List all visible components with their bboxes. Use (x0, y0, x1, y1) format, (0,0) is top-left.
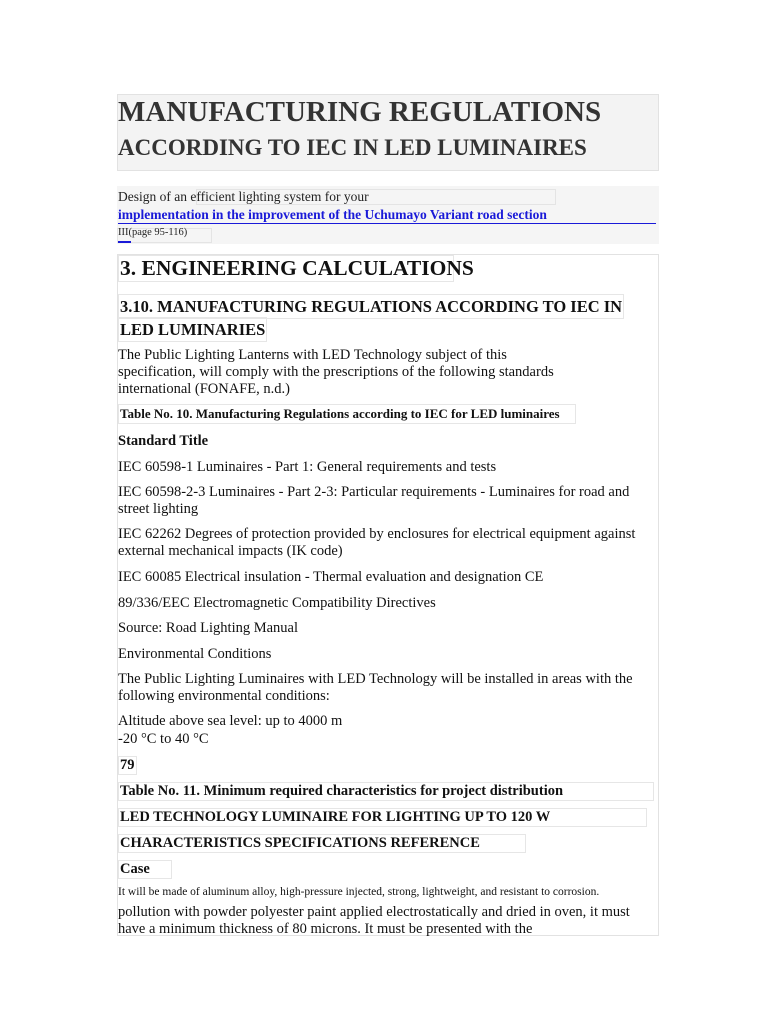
table-10-caption: Table No. 10. Manufacturing Regulations according to IEC for LED luminaires (118, 404, 576, 424)
page-number: 79 (120, 757, 135, 773)
subsection-heading-line2: LED LUMINARIES (118, 317, 267, 342)
intro-paragraph: The Public Lighting Lanterns with LED Technology subject of this specification, will comply with the prescriptions of the following standards international (FONAFE, n.d.) (118, 347, 554, 397)
standard-item: IEC 62262 Degrees of protection provided by enclosures for electrical equipment against external mechanical impacts (IK code) (118, 526, 636, 559)
standard-item: IEC 60085 Electrical insulation - Thermal evaluation and designation CE (118, 569, 544, 585)
characteristics-heading: CHARACTERISTICS SPECIFICATIONS REFERENCE (118, 834, 526, 853)
table-11-caption: Table No. 11. Minimum required characteristics for project distribution (118, 782, 654, 801)
case-label: Case (118, 860, 172, 879)
temperature-line: -20 °C to 40 °C (118, 731, 209, 747)
luminaire-heading: LED TECHNOLOGY LUMINAIRE FOR LIGHTING UP TO 120 W (118, 808, 647, 827)
document-title: MANUFACTURING REGULATIONS (118, 96, 602, 128)
subsection-heading-line1: 3.10. MANUFACTURING REGULATIONS ACCORDING TO IEC IN (118, 294, 624, 319)
document-subtitle: ACCORDING TO IEC IN LED LUMINAIRES (118, 135, 587, 160)
case-description: pollution with powder polyester paint applied electrostatically and dried in oven, it must have a minimum thickness of 80 microns. It must be presented with the (118, 904, 630, 937)
page-range-link-underline (118, 241, 131, 243)
environment-heading: Environmental Conditions (118, 646, 272, 662)
page-range: III(page 95-116) (118, 227, 188, 238)
standard-item: 89/336/EEC Electromagnetic Compatibility Directives (118, 595, 436, 611)
link-underline (118, 223, 656, 224)
altitude-line: Altitude above sea level: up to 4000 m (118, 713, 343, 729)
standard-title-header: Standard Title (118, 433, 209, 449)
project-link[interactable]: implementation in the improvement of the Uchumayo Variant road section (118, 207, 547, 222)
standard-item: IEC 60598-2-3 Luminaires - Part 2-3: Particular requirements - Luminaires for road and street lighting (118, 484, 630, 517)
table-source: Source: Road Lighting Manual (118, 620, 299, 636)
standard-item: IEC 60598-1 Luminaires - Part 1: General requirements and tests (118, 459, 497, 475)
meta-description: Design of an efficient lighting system for your (118, 189, 369, 204)
environment-paragraph: The Public Lighting Luminaires with LED Technology will be installed in areas with the following environmental conditions: (118, 671, 633, 704)
section-heading: 3. ENGINEERING CALCULATIONS (120, 256, 474, 280)
case-description-small: It will be made of aluminum alloy, high-pressure injected, strong, lightweight, and resistant to corrosion. (118, 886, 600, 898)
